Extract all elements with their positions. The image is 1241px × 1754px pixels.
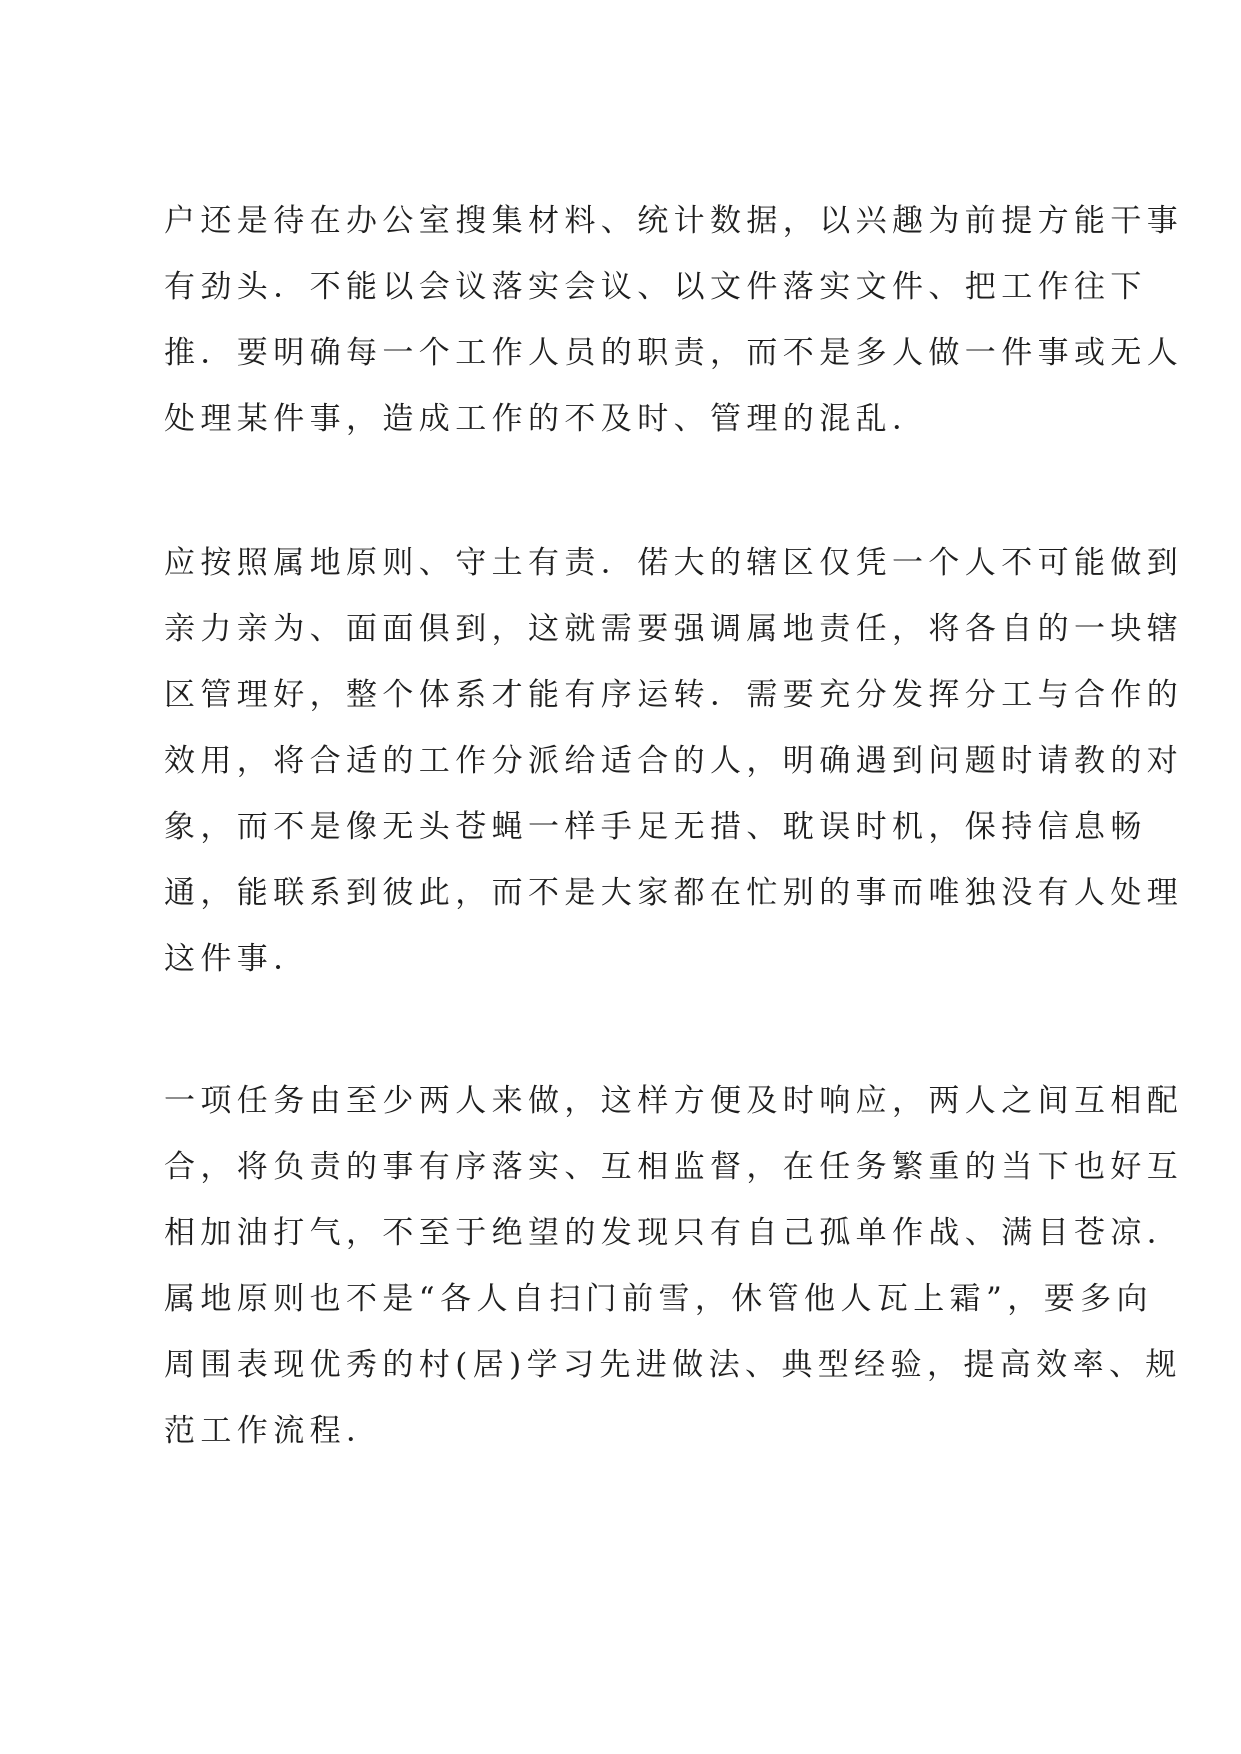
text-line: 有劲头．不能以会议落实会议、以文件落实文件、把工作往下 <box>164 269 1147 305</box>
text-line: 效用，将合适的工作分派给适合的人，明确遇到问题时请教的对 <box>164 743 1184 779</box>
text-line: 属地原则也不是“各人自扫门前雪，休管他人瓦上霜”，要多向 <box>164 1281 1153 1317</box>
text-line: 通，能联系到彼此，而不是大家都在忙别的事而唯独没有人处理 <box>164 875 1184 911</box>
text-line: 象，而不是像无头苍蝇一样手足无措、耽误时机，保持信息畅 <box>164 809 1147 845</box>
text-line: 推．要明确每一个工作人员的职责，而不是多人做一件事或无人 <box>164 335 1184 371</box>
text-line: 范工作流程． <box>164 1413 383 1449</box>
text-line: 区管理好，整个体系才能有序运转．需要充分发挥分工与合作的 <box>164 677 1184 713</box>
text-line: 周围表现优秀的村(居)学习先进做法、典型经验，提高效率、规 <box>164 1347 1182 1383</box>
text-line: 亲力亲为、面面俱到，这就需要强调属地责任，将各自的一块辖 <box>164 611 1184 647</box>
text-line: 处理某件事，造成工作的不及时、管理的混乱． <box>164 401 929 437</box>
text-line: 户还是待在办公室搜集材料、统计数据，以兴趣为前提方能干事 <box>164 203 1184 239</box>
text-line: 应按照属地原则、守土有责．偌大的辖区仅凭一个人不可能做到 <box>164 545 1184 581</box>
text-line: 合，将负责的事有序落实、互相监督，在任务繁重的当下也好互 <box>164 1149 1184 1185</box>
text-line: 相加油打气，不至于绝望的发现只有自己孤单作战、满目苍凉． <box>164 1215 1184 1251</box>
text-line: 这件事． <box>164 941 310 977</box>
text-line: 一项任务由至少两人来做，这样方便及时响应，两人之间互相配 <box>164 1083 1184 1119</box>
